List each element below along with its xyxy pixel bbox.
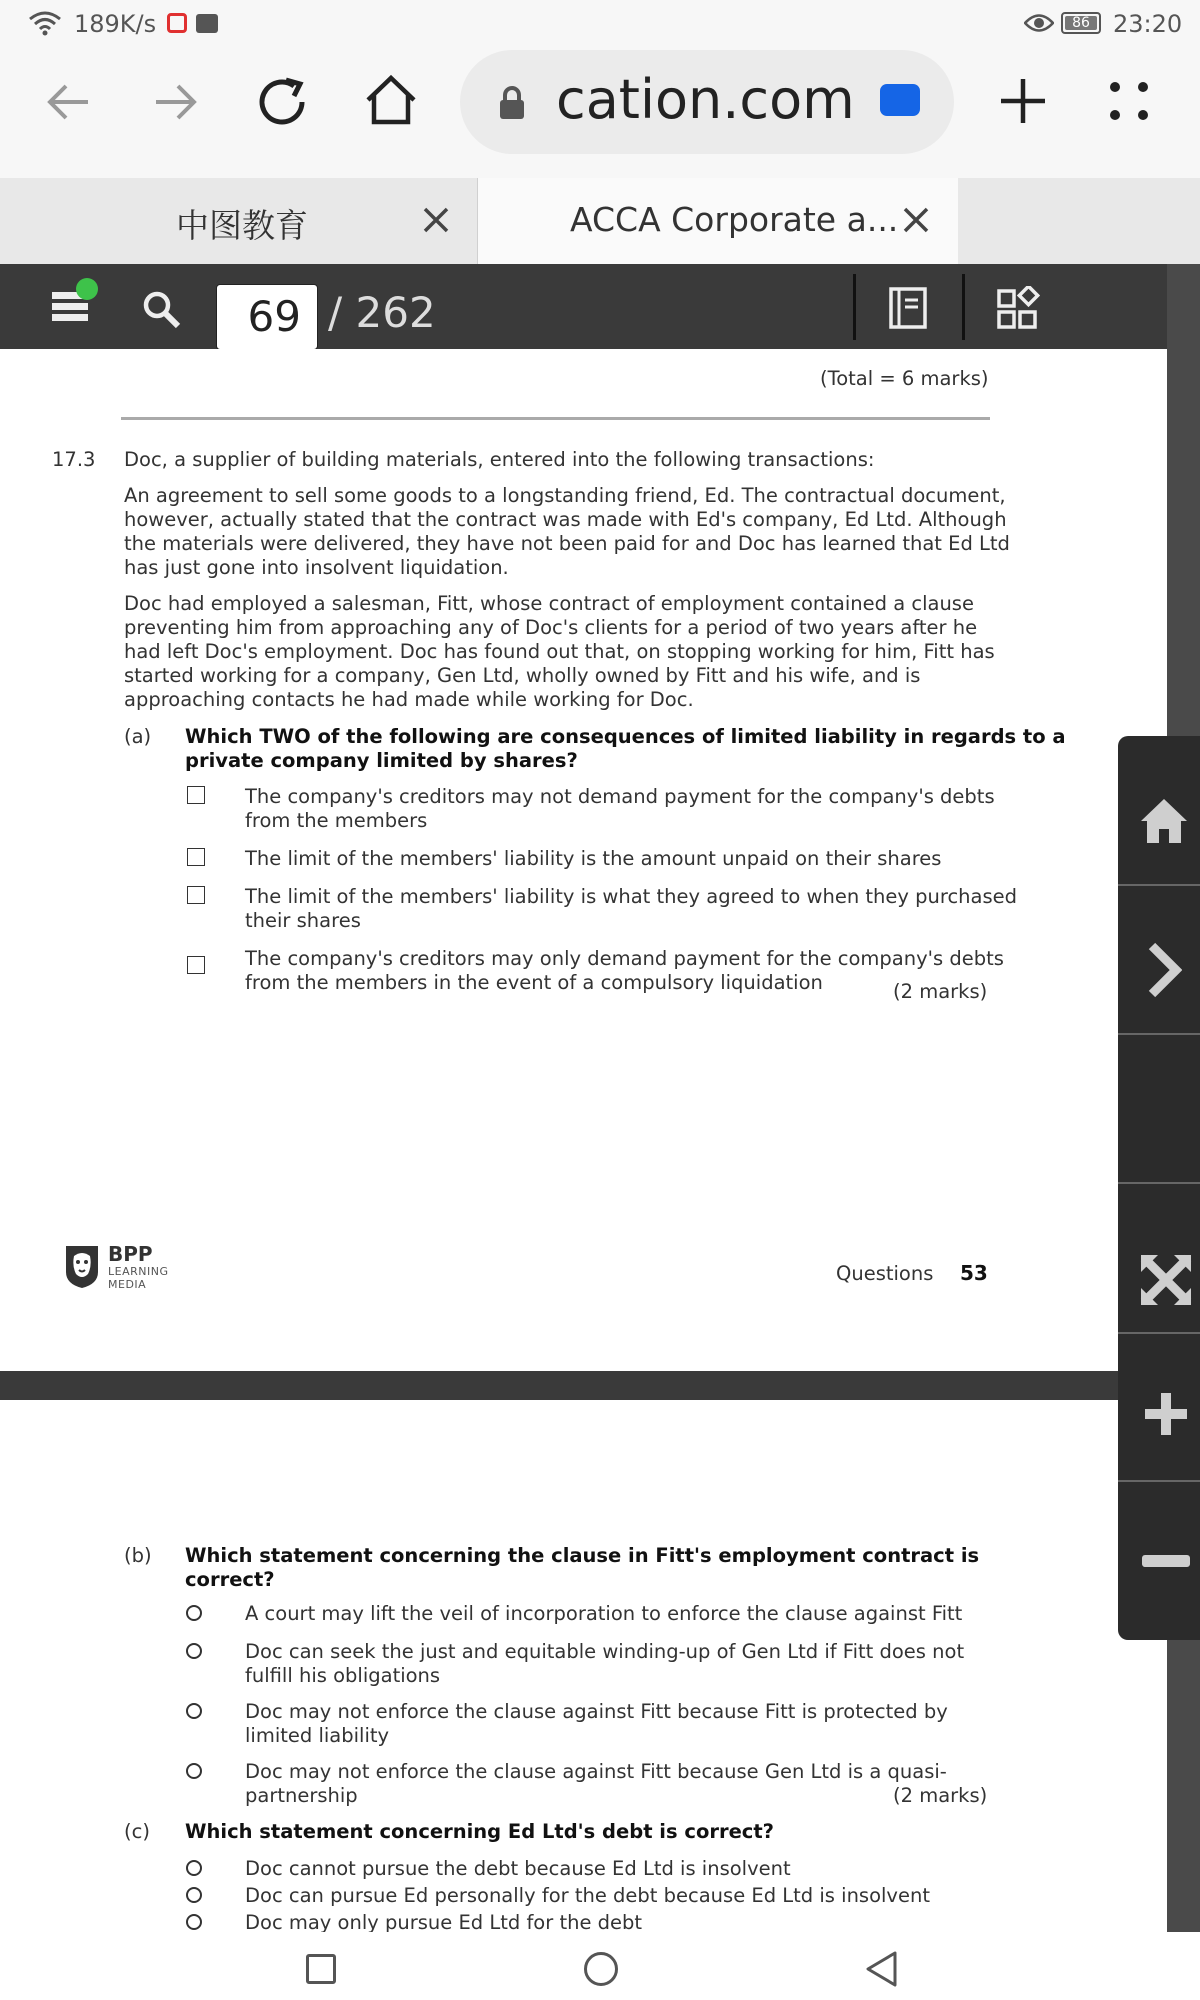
option-text: partnership	[245, 1784, 358, 1807]
radio-option-c3[interactable]	[186, 1914, 202, 1930]
option-text: from the members	[245, 809, 428, 832]
pdf-viewer[interactable]	[0, 349, 1167, 1932]
checkbox-option-3[interactable]	[187, 886, 205, 904]
scenario-line: An agreement to sell some goods to a longstanding friend, Ed. The contractual document,	[124, 484, 1006, 507]
home-nav-icon[interactable]	[584, 1952, 618, 1986]
checkbox-option-2[interactable]	[187, 848, 205, 866]
side-control-panel	[1118, 736, 1200, 1640]
panel-divider	[1118, 884, 1200, 886]
prev-total-marks: (Total = 6 marks)	[820, 367, 989, 390]
home-icon[interactable]	[364, 74, 418, 128]
part-b-question: Which statement concerning the clause in Fitt's employment contract is	[185, 1544, 980, 1567]
forward-icon[interactable]	[152, 78, 200, 126]
marks: (2 marks)	[893, 1784, 988, 1807]
fullscreen-icon[interactable]	[1138, 1252, 1194, 1308]
radio-option-b2[interactable]	[186, 1643, 202, 1659]
scenario-line: started working for a company, Gen Ltd, wholly owned by Fitt and his wife, and is	[124, 664, 921, 687]
back-nav-icon[interactable]	[864, 1950, 898, 1988]
option-text: Doc cannot pursue the debt because Ed Ltd is insolvent	[245, 1857, 791, 1880]
part-a-label: (a)	[124, 725, 152, 748]
tab-zhongtu[interactable]	[0, 178, 478, 264]
new-tab-icon[interactable]	[998, 76, 1048, 126]
part-c-label: (c)	[124, 1820, 150, 1843]
marks: (2 marks)	[893, 980, 988, 1003]
battery-icon	[1061, 12, 1101, 34]
battery-level: 86	[1072, 15, 1090, 31]
bookmark-icon[interactable]	[888, 286, 928, 330]
eye-icon	[1024, 12, 1054, 34]
bpp-logo-sub: MEDIA	[108, 1278, 147, 1291]
part-a-question: Which TWO of the following are consequences of limited liability in regards to a	[185, 725, 1066, 748]
question-number: 17.3	[52, 448, 96, 471]
zoom-out-icon[interactable]	[1142, 1554, 1190, 1568]
scenario-line: preventing him from approaching any of Doc's clients for a period of two years after he	[124, 616, 978, 639]
footer-page-number: 53	[960, 1261, 988, 1285]
option-text: The limit of the members' liability is what they agreed to when they purchased	[245, 885, 1018, 908]
browser-toolbar	[0, 48, 1200, 178]
pdf-toolbar	[0, 264, 1200, 349]
zoom-in-icon[interactable]	[1142, 1390, 1190, 1438]
scenario-line: has just gone into insolvent liquidation.	[124, 556, 509, 579]
network-speed: 189K/s	[74, 10, 157, 38]
page-total: / 262	[328, 288, 436, 337]
option-text: The company's creditors may not demand payment for the company's debts	[245, 785, 995, 808]
next-page-icon[interactable]	[1146, 942, 1182, 998]
scenario-line: had left Doc's employment. Doc has found out that, on stopping working for him, Fitt has	[124, 640, 995, 663]
system-navigation-bar	[0, 1932, 1200, 2000]
pdf-page	[0, 349, 1167, 1371]
bpp-logo-sub: LEARNING	[108, 1265, 169, 1278]
thumbnails-icon[interactable]	[996, 286, 1040, 330]
option-text: from the members in the event of a compulsory liquidation	[245, 971, 823, 994]
menu-icon[interactable]	[1106, 78, 1152, 124]
option-text: Doc can pursue Ed personally for the debt because Ed Ltd is insolvent	[245, 1884, 930, 1907]
search-icon[interactable]	[142, 290, 182, 330]
radio-option-c1[interactable]	[186, 1860, 202, 1876]
cast-icon[interactable]	[880, 84, 920, 116]
lock-icon	[498, 86, 526, 120]
option-text: The limit of the members' liability is the amount unpaid on their shares	[245, 847, 942, 870]
panel-divider	[1118, 1033, 1200, 1035]
footer-section: Questions	[836, 1262, 934, 1285]
close-tab-icon[interactable]	[902, 206, 930, 234]
option-text: Doc may only pursue Ed Ltd for the debt	[245, 1911, 643, 1932]
home-icon[interactable]	[1138, 796, 1190, 846]
radio-option-b1[interactable]	[186, 1605, 202, 1621]
clock: 23:20	[1113, 10, 1183, 38]
part-b-question-line2: correct?	[185, 1568, 275, 1591]
option-text: Doc may not enforce the clause against Fitt because Gen Ltd is a quasi-	[245, 1760, 947, 1783]
page-separator	[0, 1371, 1167, 1400]
bpp-logo-text: BPP	[108, 1242, 153, 1266]
app-notification-icon	[196, 14, 218, 33]
scenario-line: however, actually stated that the contract was made with Ed's company, Ed Ltd. Although	[124, 508, 1007, 531]
option-text: limited liability	[245, 1724, 390, 1747]
scenario-line: the materials were delivered, they have not been paid for and Doc has learned that Ed Ltd	[124, 532, 1010, 555]
radio-option-b4[interactable]	[186, 1763, 202, 1779]
question-divider	[121, 417, 990, 420]
checkbox-option-4[interactable]	[187, 956, 205, 974]
pdf-page	[0, 1400, 1167, 1932]
radio-option-b3[interactable]	[186, 1703, 202, 1719]
wifi-icon	[28, 10, 62, 36]
panel-divider	[1118, 1182, 1200, 1184]
bpp-lion-logo-icon	[62, 1242, 102, 1290]
part-a-question-line2: private company limited by shares?	[185, 749, 578, 772]
option-text: fulfill his obligations	[245, 1664, 441, 1687]
toolbar-divider	[853, 274, 856, 340]
status-dot	[76, 278, 98, 300]
page-number-input[interactable]: 69	[216, 284, 318, 350]
checkbox-option-1[interactable]	[187, 786, 205, 804]
option-text: Doc may not enforce the clause against Fitt because Fitt is protected by	[245, 1700, 948, 1723]
panel-divider	[1118, 1332, 1200, 1334]
scenario-line: approaching contacts he had made while working for Doc.	[124, 688, 694, 711]
radio-option-c2[interactable]	[186, 1887, 202, 1903]
tab-strip	[0, 178, 1200, 264]
recent-apps-icon[interactable]	[306, 1954, 336, 1984]
scenario-line: Doc had employed a salesman, Fitt, whose contract of employment contained a clause	[124, 592, 974, 615]
option-text: The company's creditors may only demand payment for the company's debts	[245, 947, 1004, 970]
toolbar-divider	[962, 274, 965, 340]
url-text[interactable]: cation.com	[556, 68, 855, 131]
reload-icon[interactable]	[256, 76, 308, 128]
tab-acca[interactable]	[478, 178, 958, 264]
option-text: Doc can seek the just and equitable winding-up of Gen Ltd if Fitt does not	[245, 1640, 965, 1663]
part-b-label: (b)	[124, 1544, 152, 1567]
question-intro: Doc, a supplier of building materials, entered into the following transactions:	[124, 448, 875, 471]
option-text: A court may lift the veil of incorporation to enforce the clause against Fitt	[245, 1602, 963, 1625]
tab-label: ACCA Corporate a...	[570, 200, 899, 239]
panel-divider	[1118, 1480, 1200, 1482]
notification-icon	[167, 13, 187, 33]
part-c-question: Which statement concerning Ed Ltd's debt is correct?	[185, 1820, 774, 1843]
close-tab-icon[interactable]	[422, 206, 450, 234]
address-bar[interactable]	[460, 50, 954, 154]
back-icon[interactable]	[44, 78, 92, 126]
status-bar	[0, 0, 1200, 48]
tab-label: 中图教育	[176, 206, 308, 245]
option-text: their shares	[245, 909, 361, 932]
